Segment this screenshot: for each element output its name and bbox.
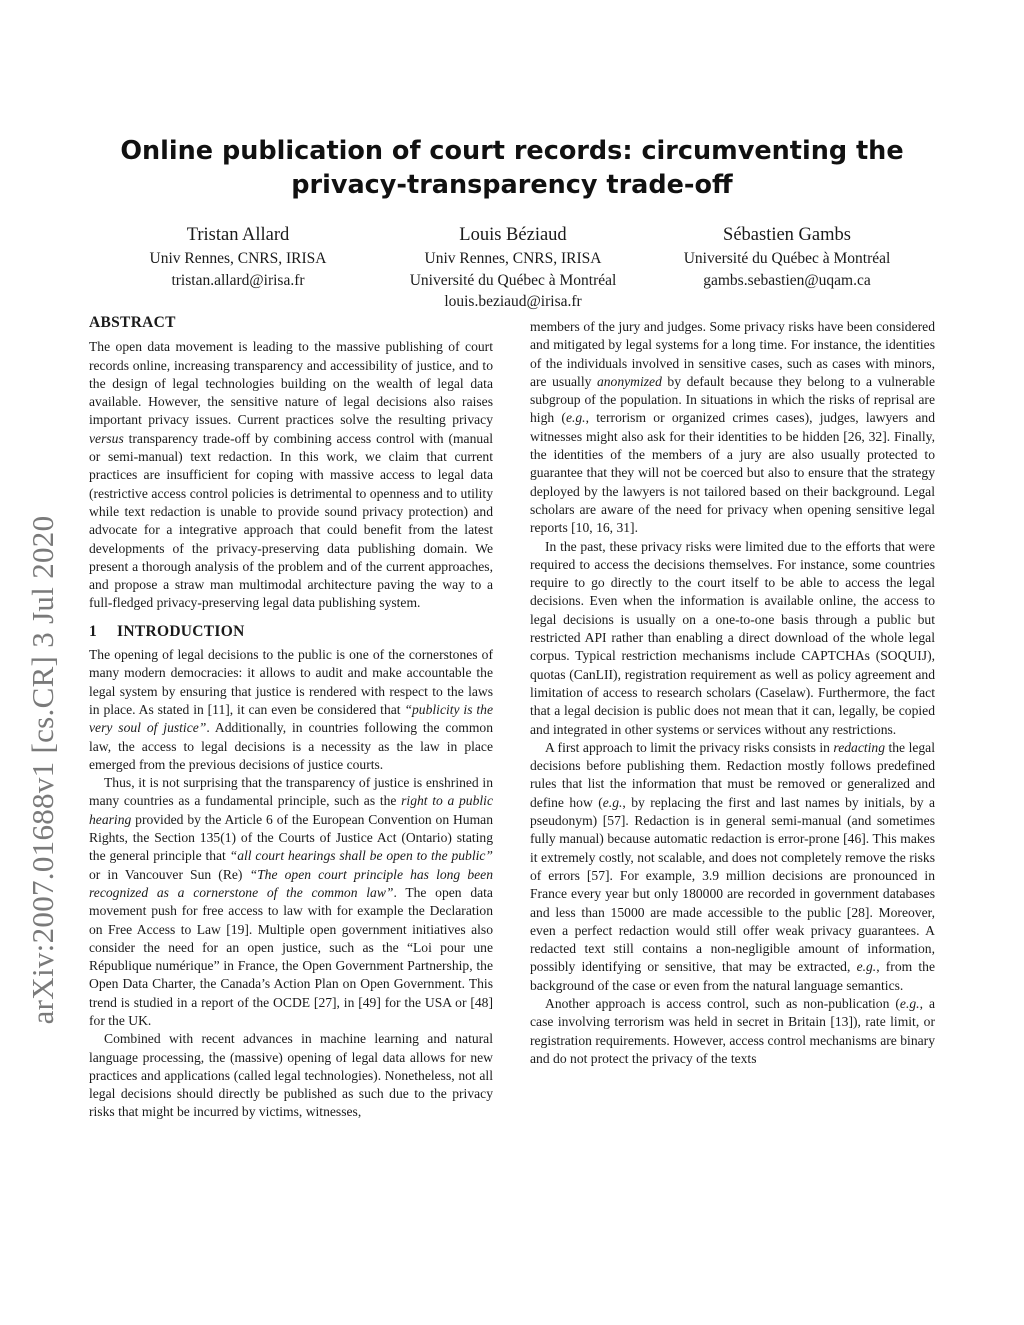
paper-title-line-1: Online publication of court records: circumventing the (120, 136, 904, 166)
author-name: Sébastien Gambs (723, 225, 851, 245)
author-name: Louis Béziaud (459, 225, 567, 245)
author-affiliation: Univ Rennes, CNRS, IRISA (424, 250, 602, 267)
paper-title (100, 134, 924, 202)
intro-paragraph-7: Another approach is access control, such as non-publication (e.g., a case involving terrorism was held in secret in Britain [13]), rate limit, or registration requirements. However, access control mechanisms are binary and do not protect the privacy of the texts (530, 995, 935, 1066)
section-number: 1 (89, 622, 98, 640)
left-column (89, 314, 493, 1122)
author-affiliation: Univ Rennes, CNRS, IRISA (149, 250, 327, 267)
section-title: INTRODUCTION (117, 622, 245, 640)
intro-paragraph-2: Thus, it is not surprising that the transparency of justice is enshrined in many countries as a fundamental principle, such as the right to a public hearing provided by the Article 6 of the European Convention on Human Rights, the Section 135(1) of the Courts of Justice Act (Ontario) stating the general principle that “all court hearings shall be open to the public” or in Vancouver Sun (Re) “The open court principle has long been recognized as a cornerstone of the common law”. The open data movement push for free access to law with for example the Declaration on Free Access to Law [19]. Multiple open government initiatives also consider the need for an open justice, such as the “Loi pour une République numérique” in France, the Open Government Partnership, the Open Data Charter, the Canada’s Action Plan on Open Government. This trend is studied in a report of the OCDE [27], in [49] for the USA or [48] for the UK. (89, 775, 493, 1028)
intro-paragraph-3: Combined with recent advances in machine learning and natural language processing, the (massive) opening of legal data allows for new practices and applications (called legal technologies). Nonetheless, not all legal decisions should directly be published as such due to the privacy risks that might be incurred by victims, witnesses, (89, 1031, 493, 1120)
author-allard (128, 222, 348, 291)
paper-title-line-2: privacy-transparency trade-off (291, 170, 733, 200)
author-email: gambs.sebastien@uqam.ca (703, 271, 871, 289)
intro-paragraph-4: members of the jury and judges. Some privacy risks have been considered and mitigated by legal systems for a long time. For instance, the identities of the individuals involved in sensitive cases, such as cases with minors, are usually anonymized by default because they belong to a vulnerable subgroup of the population. In situations in which the risks of reprisal are high (e.g., terrorism or organized crimes cases), judges, lawyers and witnesses might also ask for their identities to be hidden [26, 32]. Finally, the identities of the members of a jury are also usually protected to guarantee that they will not be coerced but also to ensure that the strategy deployed by the lawyers is not tailored based on their background. Legal scholars are aware of the need for privacy when opening sensitive legal reports [10, 16, 31]. (530, 319, 936, 536)
intro-paragraph-1: The opening of legal decisions to the public is one of the cornerstones of many modern democracies: it allows to audit and make accountable the legal system by ensuring that justice is rendered with respect to the laws in place. As stated in [11], it can even be considered that “publicity is the very soul of justice”. Additionally, in countries following the common law, the access to legal decisions is a necessity as the law in place emerged from the previous decisions of justice courts. (89, 647, 493, 772)
abstract-heading: ABSTRACT (89, 314, 176, 331)
right-column (530, 318, 935, 1068)
author-affiliation: Université du Québec à Montréal (683, 250, 891, 267)
intro-paragraph-5: In the past, these privacy risks were limited due to the efforts that were required to access the decisions themselves. For instance, some countries require to go directly to the court itself to be able to access the legal decisions. Even when the information is available online, the access to legal decisions is usually on a one-to-one basis through a public but restricted API rather than enabling a direct download of the whole legal corpus. Typical restriction mechanisms include CAPTCHAs (SOQUIJ), quotas (CanLII), registration requirement as well as policy agreement and limitation of access to research scholars (Caselaw). Furthermore, the fact that a legal decision is public does not mean that it can, legally, be copied and integrated in other systems or services without any restrictions. (530, 538, 935, 737)
author-email: tristan.allard@irisa.fr (171, 271, 305, 289)
author-gambs (662, 222, 912, 291)
abstract-paragraph: The open data movement is leading to the massive publishing of court records online, increasing transparency and accessibility of justice, and to the design of legal technologies building on the wealth of legal data available. However, the sensitive nature of legal decisions also raises important privacy issues. Current practices solve the resulting privacy versus transparency trade-off by combining access control with (manual or semi-manual) text redaction. In this work, we claim that current practices are insufficient for coping with massive access to legal data (restrictive access control policies is detrimental to openness and to utility while text redaction is unable to provide sound privacy protection) and advocate for a integrative approach that could benefit from the latest developments of the privacy-preserving data publishing domain. We present a thorough analysis of the problem and of the current approaches, and propose a straw man multimodal architecture paving the way to a full-fledged privacy-preserving legal data publishing system. (89, 339, 493, 611)
intro-paragraph-6: A first approach to limit the privacy risks consists in redacting the legal decisions before publishing them. Redaction mostly follows predefined rules that list the information that must be removed or generalized and define how (e.g., by replacing the first and last names by initials, by a pseudonym) [57]. Redaction is in general semi-manual (and sometimes fully manual) because automatic redaction is error-prone [46]. This makes it extremely costly, not scalable, and does not completely remove the risks of errors [57]. For example, 3.9 million decisions are pronounced in France every year but only 180000 are recorded in government databases and less than 15000 are made accessible to the public [28]. Moreover, even a perfect redaction would still offer weak privacy guarantees. A redacted text still contains a non-negligible amount of information, possibly identifying or sensitive, that may be extracted, e.g., from the background of the case or even from the natural language semantics. (530, 739, 936, 993)
author-affiliation-secondary: Université du Québec à Montréal (409, 271, 617, 289)
section-heading-introduction (89, 623, 493, 641)
arxiv-identifier-stamp: arXiv:2007.01688v1 [cs.CR] 3 Jul 2020 (25, 515, 60, 1025)
author-name: Tristan Allard (186, 225, 290, 245)
author-beziaud (382, 222, 644, 313)
author-email: louis.beziaud@irisa.fr (444, 293, 582, 310)
